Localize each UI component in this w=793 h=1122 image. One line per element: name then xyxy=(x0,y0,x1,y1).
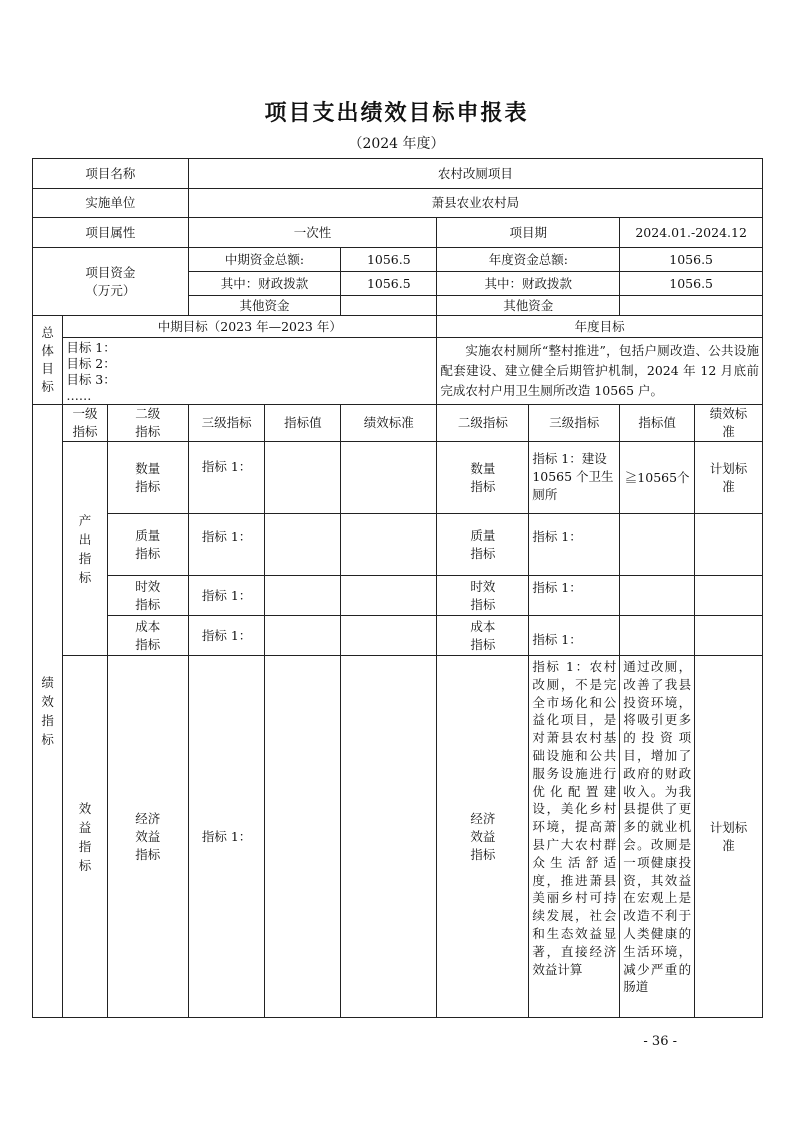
quality-standard xyxy=(341,514,437,576)
economic-level3: 指标 1： xyxy=(188,656,265,1018)
header-standard: 绩效标准 xyxy=(341,405,437,442)
mid-goal-header: 中期目标（2023 年—2023 年） xyxy=(63,316,437,338)
economic-standard xyxy=(341,656,437,1018)
cost-value-annual xyxy=(620,616,695,656)
cost-level3: 指标 1： xyxy=(188,616,265,656)
economic-level2: 经济 效益 指标 xyxy=(107,656,188,1018)
header-level3-annual: 三级指标 xyxy=(529,405,620,442)
economic-standard-annual: 计划标 准 xyxy=(695,656,763,1018)
period-label: 项目期 xyxy=(437,218,620,248)
cost-level2-annual: 成本 指标 xyxy=(437,616,529,656)
performance-table xyxy=(32,158,763,1018)
economic-level3-annual: 指标 1：农村改厕，不是完全市场化和公益化项目，是对萧县农村基础设施和公共服务设施进行优化配置建设，美化乡村环境，提高萧县广大农村群众生活舒适度，推进萧县美丽乡村可持续发展，社会和生态效益显著，直接经济效益计算 xyxy=(529,656,620,1018)
quantity-level2-annual: 数量 指标 xyxy=(437,442,529,514)
project-name-value: 农村改厕项目 xyxy=(188,159,762,189)
economic-value xyxy=(265,656,341,1018)
annual-total-label: 年度资金总额: xyxy=(437,248,620,272)
unit-value: 萧县农业农村局 xyxy=(188,189,762,218)
header-level2-annual: 二级指标 xyxy=(437,405,529,442)
attribute-value: 一次性 xyxy=(188,218,437,248)
timeliness-level3: 指标 1： xyxy=(188,576,265,616)
annual-fiscal-value: 1056.5 xyxy=(620,272,763,296)
annual-fiscal-label: 其中：财政拨款 xyxy=(437,272,620,296)
cost-standard-annual xyxy=(695,616,763,656)
timeliness-level2-annual: 时效 指标 xyxy=(437,576,529,616)
mid-goal-text: 目标 1： 目标 2： 目标 3： …… xyxy=(63,338,437,405)
header-level1: 一级 指标 xyxy=(63,405,107,442)
mid-total-value: 1056.5 xyxy=(341,248,437,272)
quality-value-annual xyxy=(620,514,695,576)
quality-level3: 指标 1： xyxy=(188,514,265,576)
quantity-level3: 指标 1： xyxy=(188,442,265,514)
timeliness-level3-annual: 指标 1： xyxy=(529,576,620,616)
quality-standard-annual xyxy=(695,514,763,576)
quality-value xyxy=(265,514,341,576)
annual-total-value: 1056.5 xyxy=(620,248,763,272)
timeliness-level2: 时效 指标 xyxy=(107,576,188,616)
benefit-indicator-label: 效 益 指 标 xyxy=(63,656,107,1018)
header-level2: 二级 指标 xyxy=(107,405,188,442)
page-title: 项目支出绩效目标申报表 xyxy=(264,101,529,126)
cost-level3-annual: 指标 1： xyxy=(529,616,620,656)
funds-label: 项目资金 （万元） xyxy=(33,248,189,316)
project-name-label: 项目名称 xyxy=(33,159,189,189)
period-value: 2024.01.-2024.12 xyxy=(620,218,763,248)
timeliness-standard-annual xyxy=(695,576,763,616)
attribute-label: 项目属性 xyxy=(33,218,189,248)
page-number: - 36 - xyxy=(643,1034,677,1049)
header-value: 指标值 xyxy=(265,405,341,442)
overall-goal-label: 总 体 目 标 xyxy=(33,316,63,405)
annual-goal-text: 实施农村厕所“整村推进”，包括户厕改造、公共设施配套建设、建立健全后期管护机制，2024 年 12 月底前完成农村户用卫生厕所改造 10565 户。 xyxy=(437,338,763,405)
quantity-value xyxy=(265,442,341,514)
header-standard-annual: 绩效标 准 xyxy=(695,405,763,442)
economic-value-annual: 通过改厕，改善了我县投资环境，将吸引更多的投资项目，增加了政府的财政收入。为我县提供了更多的就业机会。改厕是一项健康投资，其效益在宏观上是改造不利于人类健康的生活环境，减少严重的肠道 xyxy=(620,656,695,1018)
quantity-level3-annual: 指标 1：建设 10565 个卫生厕所 xyxy=(529,442,620,514)
mid-other-value xyxy=(341,296,437,316)
mid-fiscal-label: 其中：财政拨款 xyxy=(188,272,341,296)
annual-goal-header: 年度目标 xyxy=(437,316,763,338)
quality-level2: 质量 指标 xyxy=(107,514,188,576)
mid-total-label: 中期资金总额: xyxy=(188,248,341,272)
cost-value xyxy=(265,616,341,656)
economic-level2-annual: 经济 效益 指标 xyxy=(437,656,529,1018)
cost-level2: 成本 指标 xyxy=(107,616,188,656)
header-value-annual: 指标值 xyxy=(620,405,695,442)
page-subtitle: （2024 年度） xyxy=(348,136,445,152)
cost-standard xyxy=(341,616,437,656)
annual-other-label: 其他资金 xyxy=(437,296,620,316)
quality-level2-annual: 质量 指标 xyxy=(437,514,529,576)
performance-indicator-label: 绩 效 指 标 xyxy=(33,405,63,1018)
quantity-level2: 数量 指标 xyxy=(107,442,188,514)
timeliness-value-annual xyxy=(620,576,695,616)
quantity-value-annual: ≧10565个 xyxy=(620,442,695,514)
annual-other-value xyxy=(620,296,763,316)
mid-fiscal-value: 1056.5 xyxy=(341,272,437,296)
quality-level3-annual: 指标 1： xyxy=(529,514,620,576)
unit-label: 实施单位 xyxy=(33,189,189,218)
timeliness-value xyxy=(265,576,341,616)
quantity-standard-annual: 计划标 准 xyxy=(695,442,763,514)
quantity-standard xyxy=(341,442,437,514)
output-indicator-label: 产 出 指 标 xyxy=(63,442,107,656)
header-level3: 三级指标 xyxy=(188,405,265,442)
mid-other-label: 其他资金 xyxy=(188,296,341,316)
timeliness-standard xyxy=(341,576,437,616)
